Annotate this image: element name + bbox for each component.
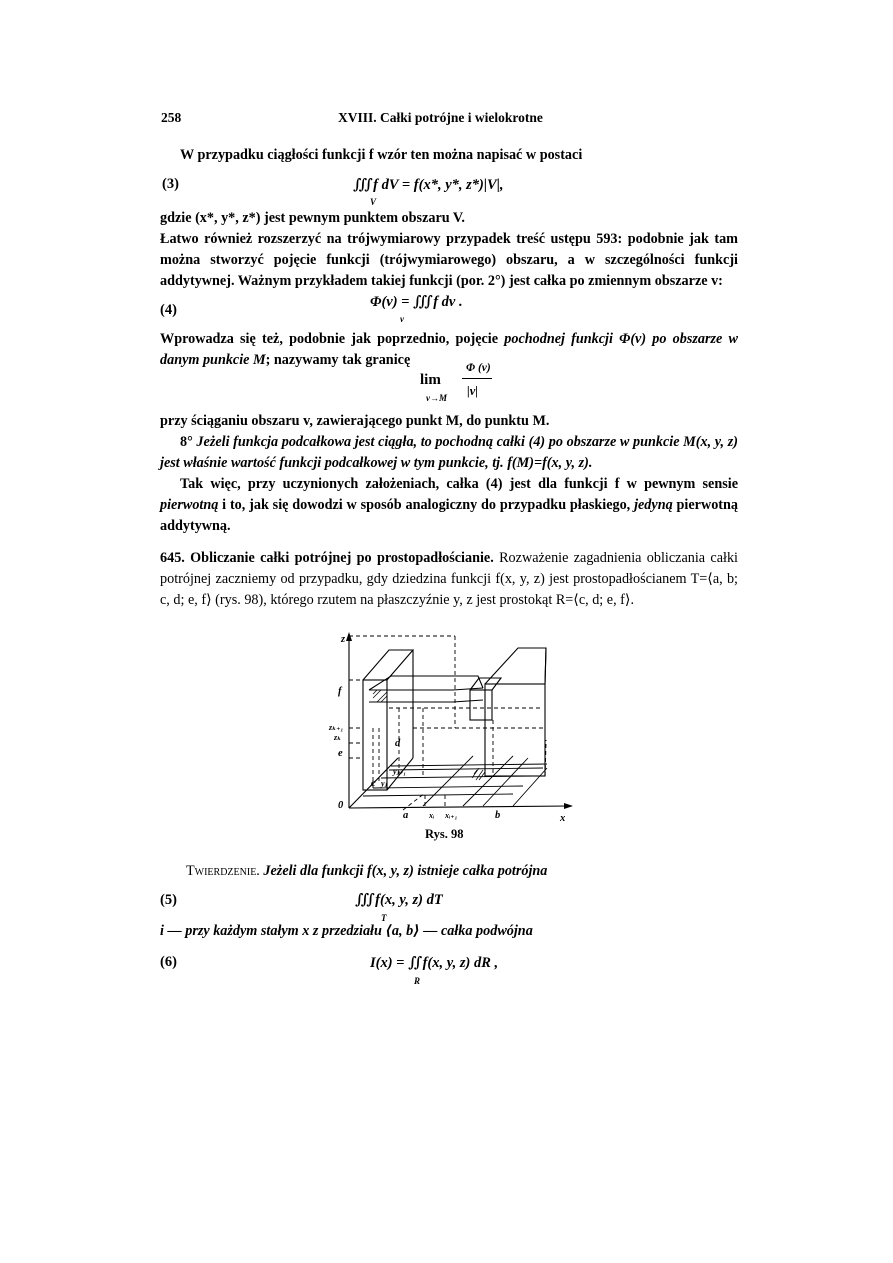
theorem-line [186, 861, 547, 882]
figure-caption: Rys. 98 [425, 827, 464, 841]
primitive-text-1: Tak więc, przy uczynionych założeniach, całka (4) jest dla funkcji f w pewnym sensie [180, 476, 738, 492]
paragraph-derivative-emphasis: pochodnej funkcji Φ(v) po obszarze w danym punkcie M [160, 331, 738, 368]
fig-label-c: c [371, 778, 376, 789]
fig-label-d: d [395, 738, 401, 749]
paragraph-point: gdzie (x*, y*, z*) jest pewnym punktem obszaru V. [160, 210, 465, 226]
fig-label-e: e [338, 748, 343, 759]
paragraph-double-integral: i — przy każdym stałym x z przedziału ⟨a, b⟩ — całka podwójna [160, 923, 533, 939]
limit-numerator: Φ (v) [466, 362, 491, 374]
fig-label-zk: zₖ [334, 733, 342, 742]
limit-subscript: v→M [426, 393, 447, 403]
x-axis [349, 806, 569, 808]
fig-label-b: b [495, 810, 501, 821]
large-box-top [485, 648, 546, 684]
primitive-text-2: i to, jak się dowodzi w sposób analogiczny do przypadku płaskiego, [218, 497, 635, 513]
fig-label-xi1: xᵢ₊₁ [445, 811, 458, 820]
equation-3-number: (3) [162, 176, 179, 192]
fig-label-origin: 0 [338, 800, 344, 811]
fig-label-yj: yⱼ [381, 779, 388, 788]
z-axis-arrow [346, 632, 352, 641]
equation-4: Φ(v) = ∭f dv . [370, 294, 463, 310]
section-645-text: Rozważenie zagadnienia obliczania całki potrójnej zaczniemy od przypadku, gdy dziedzina funkcji f(x, y, z) jest prostopadłościanem T=⟨a, b; c, d; e, f⟩ (rys. 98), którego rzutem na płaszczyźnie y, z jest prostokąt R=⟨c, d; e, f⟩. [160, 550, 738, 608]
equation-5-number: (5) [160, 892, 177, 908]
paragraph-intro: W przypadku ciągłości funkcji f wzór ten można napisać w postaci [180, 147, 583, 163]
paragraph-primitive [160, 474, 738, 537]
theorem-8-number: 8° [180, 434, 197, 450]
primitive-emphasis-2: jedyną [634, 497, 673, 513]
theorem-statement: Jeżeli dla funkcji f(x, y, z) istnieje całka potrójna [259, 863, 548, 879]
theorem-label: Twierdzenie. [186, 863, 260, 879]
equation-4-subscript: v [400, 314, 404, 324]
large-box-front [485, 684, 545, 776]
limit-denominator: |v| [467, 384, 479, 398]
paragraph-derivative [160, 329, 738, 371]
paragraph-derivative-text-1: Wprowadza się też, podobnie jak poprzednio, pojęcie [160, 331, 505, 347]
fig-label-a: a [403, 810, 409, 821]
page-number: 258 [161, 110, 182, 125]
running-title: XVIII. Całki potrójne i wielokrotne [338, 110, 543, 125]
paragraph-contraction: przy ściąganiu obszaru v, zawierającego punkt M, do punktu M. [160, 413, 550, 429]
figure-98 [329, 628, 578, 825]
paragraph-theorem-8 [160, 432, 738, 474]
limit-fraction-bar [462, 378, 492, 379]
fig-label-zk1: zₖ₊₁ [329, 723, 344, 732]
section-645 [160, 548, 738, 611]
equation-4-number: (4) [160, 302, 177, 318]
equation-5-subscript: T [381, 913, 387, 923]
section-645-heading: 645. Obliczanie całki potrójnej po prostopadłościanie. [160, 550, 494, 566]
primitive-emphasis-1: pierwotną [160, 497, 219, 513]
primitive-text-3: pierwotną addytywną. [160, 497, 738, 534]
equation-5: ∭f(x, y, z) dT [355, 892, 443, 908]
paragraph-additive: Łatwo również rozszerzyć na trójwymiarowy przypadek treść ustępu 593: podobnie jak tam można stworzyć pojęcie funkcji (trójwymiarowego) obszaru, a w szczególności funkcji addytywnej. Ważnym przykładem takiej funkcji (por. 2°) jest całka po zmiennym obszarze v: [160, 231, 738, 289]
theorem-8-statement: Jeżeli funkcja podcałkowa jest ciągła, to pochodną całki (4) po obszarze w punkcie M(x, y, z) jest właśnie wartość funkcji podcałkowej w tym punkcie, tj. f(M)=f(x, y, z). [160, 434, 738, 471]
equation-3: ∭f dV = f(x*, y*, z*)|V|, [353, 177, 504, 193]
paragraph-derivative-text-2: ; nazywamy tak granicę [265, 352, 411, 368]
limit-operator: lim [420, 372, 441, 388]
fig-label-xi: xᵢ [429, 811, 435, 820]
fig-label-z: z [341, 634, 346, 645]
equation-6-number: (6) [160, 954, 177, 970]
fig-label-x: x [560, 813, 566, 824]
equation-3-subscript: V [370, 197, 377, 207]
x-axis-arrow [564, 803, 573, 809]
fig-label-yj1: yⱼ₊₁ [393, 767, 407, 776]
equation-6-subscript: R [414, 976, 421, 986]
equation-6: I(x) = ∬f(x, y, z) dR , [370, 955, 499, 971]
fig-label-f: f [338, 686, 342, 697]
